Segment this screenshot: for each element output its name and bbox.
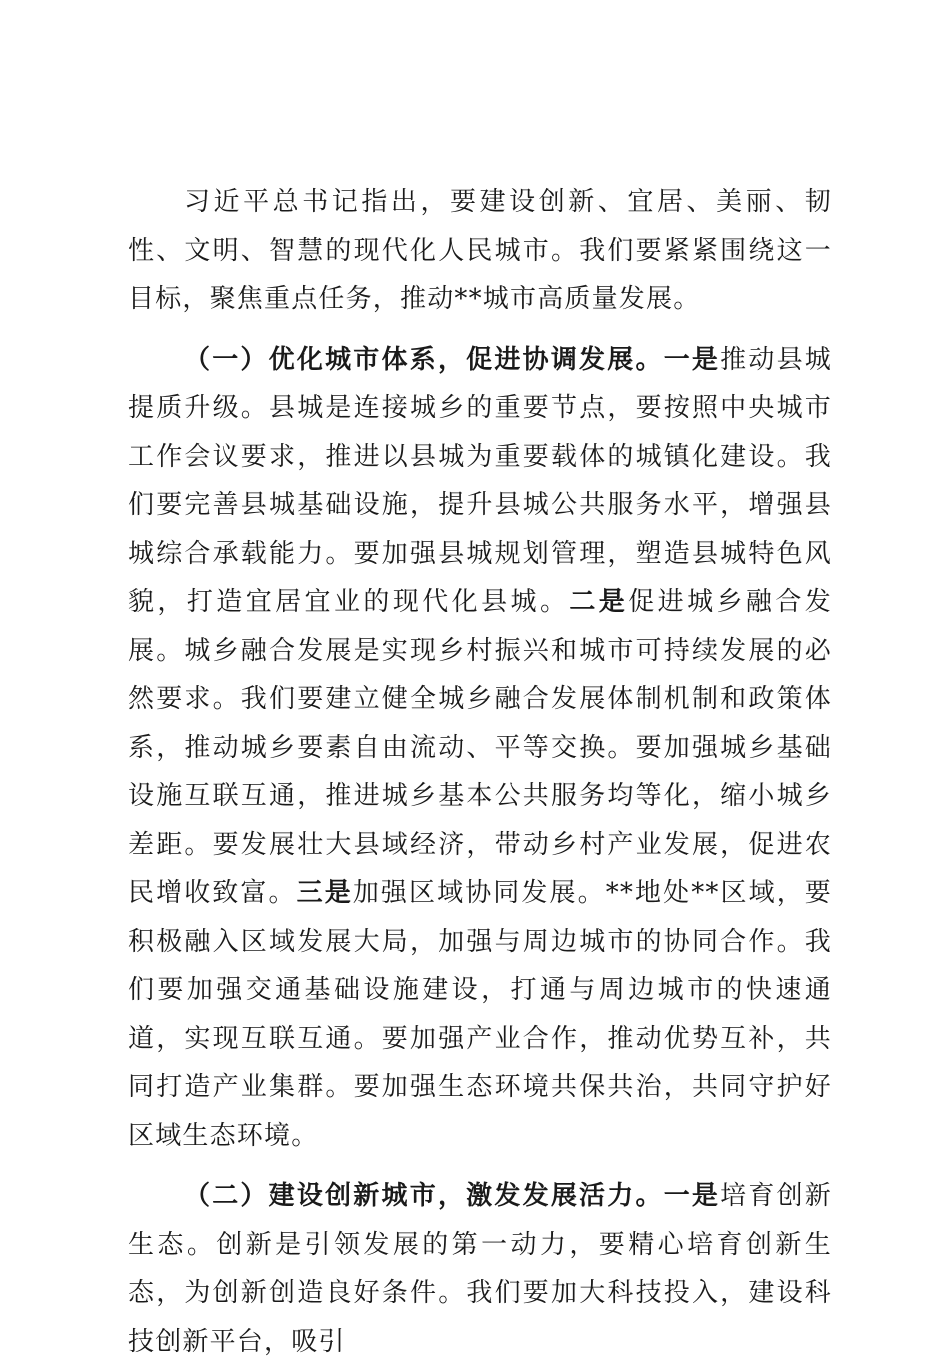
paragraph-section-1	[128, 336, 832, 1161]
section-1-point-1-label: 一是	[663, 344, 721, 375]
section-1-point-3-label: 三是	[296, 878, 353, 908]
section-1-heading: （一）优化城市体系，促进协调发展。	[184, 344, 664, 375]
section-1-point-1-text: 推动县城提质升级。县城是连接城乡的重要节点，要按照中央城市工作会议要求，推进以县城为重要载体的城镇化建设。我们要完善县城基础设施，提升县城公共服务水平，增强县城综合承载能力。要加强县城规划管理，塑造县城特色风貌，打造宜居宜业的现代化县城。	[128, 344, 832, 617]
paragraph-intro	[128, 178, 832, 324]
section-2-point-1-label: 一是	[663, 1181, 721, 1211]
section-1-point-2-text: 促进城乡融合发展。城乡融合发展是实现乡村振兴和城市可持续发展的必然要求。我们要建立健全城乡融合发展体制机制和政策体系，推动城乡要素自由流动、平等交换。要加强城乡基础设施互联互通，推进城乡基本公共服务均等化，缩小城乡差距。要发展壮大县域经济，带动乡村产业发展，促进农民增收致富。	[128, 587, 832, 908]
paragraph-section-2	[128, 1172, 832, 1366]
section-1-point-3-text: 加强区域协同发展。**地处**区域，要积极融入区域发展大局，加强与周边城市的协同合作。我们要加强交通基础设施建设，打通与周边城市的快速通道，实现互联互通。要加强产业合作，推动优势互补，共同打造产业集群。要加强生态环境共保共治，共同守护好区域生态环境。	[128, 878, 832, 1151]
document-page	[128, 178, 832, 1366]
section-2-point-1-text: 培育创新生态。创新是引领发展的第一动力，要精心培育创新生态，为创新创造良好条件。我们要加大科技投入，建设科技创新平台，吸引	[128, 1181, 832, 1357]
intro-text: 习近平总书记指出，要建设创新、宜居、美丽、韧性、文明、智慧的现代化人民城市。我们要紧紧围绕这一目标，聚焦重点任务，推动**城市高质量发展。	[128, 187, 832, 314]
section-2-heading: （二）建设创新城市，激发发展活力。	[184, 1181, 664, 1211]
section-1-point-2-label: 二是	[569, 587, 629, 617]
